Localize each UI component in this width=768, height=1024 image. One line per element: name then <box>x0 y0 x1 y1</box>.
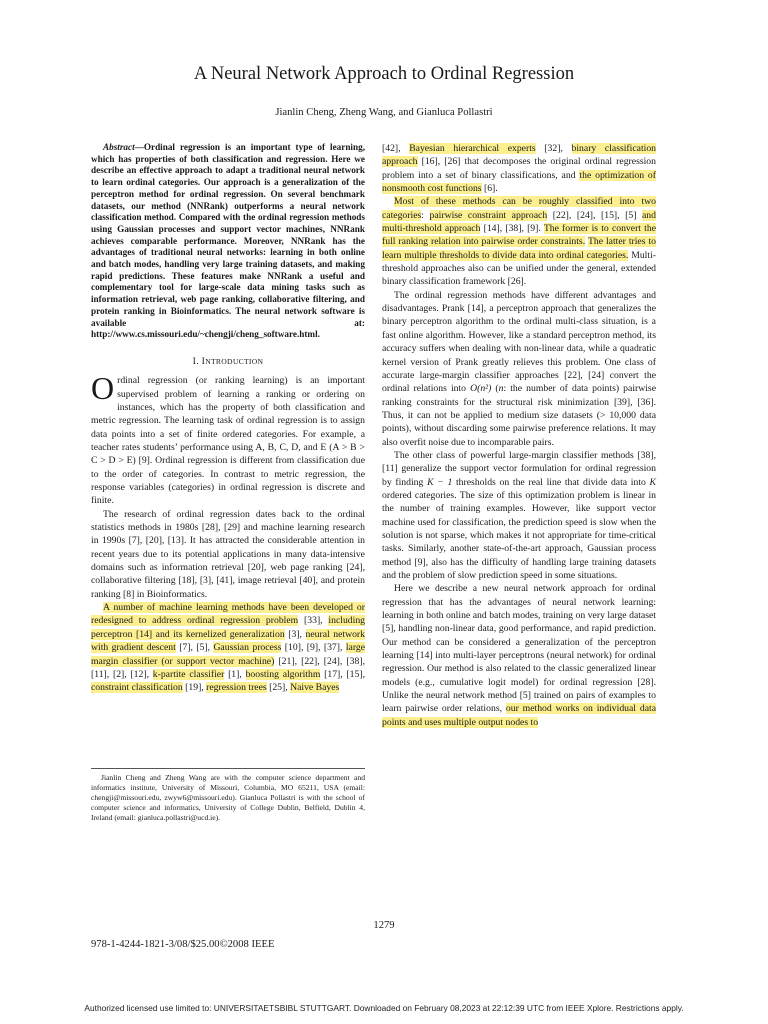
text-span: [7], [5], <box>175 642 214 654</box>
math-symbol: n <box>498 383 504 395</box>
footnote-text: Jianlin Cheng and Zheng Wang are with the computer science department and informatics institute, University of Missouri, Columbia, MO 65211, USA (email: chengji@missouri.edu, zwyw6@missouri.edu). Gianluca Pollastri is with the school of computer science and informatics, University of College Dublin, Belfield, Dublin 4, Ireland (email: gianluca.pollastri@ucd.ie). <box>91 773 365 823</box>
highlight: k-partite classifier <box>152 668 225 680</box>
highlight: including perceptron [14] and its kernelized generalization <box>91 615 366 640</box>
text-span: [33], <box>298 615 329 627</box>
right-paragraph-3 <box>382 289 656 449</box>
left-column <box>91 142 365 695</box>
text-span: : the number of data points) pairwise ranking constraints for the structural risk minimization [39], [36]. Thus, it can not be applied to medium size datasets (> 10,000 data points), without discarding some pairwise preference relations. It may also overfit noise due to incomparable pairs. <box>382 383 656 448</box>
intro-paragraph-2: The research of ordinal regression dates back to the ordinal statistics methods in 1980s [28], [29] and machine learning research in 1990s [7], [20], [13]. It has attracted the considerable attention in recent years due to its potential applications in many data-intensive domains such as information retrieval [20], web page ranking [24], collaborative filtering [18], [3], [41], image retrieval [40], and protein ranking [8] in Bioinformatics. <box>91 508 365 600</box>
text-span: [17], [15], <box>320 668 366 680</box>
highlight: The former is to convert the full ranking relation into pairwise order constraints. <box>382 223 657 248</box>
footnote <box>91 768 365 823</box>
text-span: The other class of powerful large-margin classifier methods [38], [11] generalize the support vector formulation for ordinal regression by finding <box>382 449 656 488</box>
text-span: [14], [38], [9]. <box>480 223 544 235</box>
text-span: [1], <box>224 668 246 680</box>
text-span: [21], [22], [24], [38], [11], [2], [12], <box>91 655 365 680</box>
math-symbol: K <box>649 476 657 488</box>
abstract <box>91 142 365 341</box>
text-span: [6]. <box>481 183 498 195</box>
highlight: large margin classifier (or support vector machine) <box>91 642 366 667</box>
abstract-label: Abstract <box>103 142 135 152</box>
intro-paragraph-1 <box>91 370 365 507</box>
highlight: boosting algorithm <box>245 668 321 680</box>
text-span: Multi-threshold approaches also can be unified under the general, extended binary classification framework [26]. <box>382 249 656 288</box>
highlight: A number of machine learning methods have been developed or redesigned to address ordinal regression problem <box>91 602 365 627</box>
highlight: The latter tries to learn multiple thresholds to divide data into ordinal categories. <box>382 236 657 261</box>
highlight: Bayesian hierarchical experts <box>409 143 536 154</box>
highlight: and multi-threshold approach <box>382 209 656 235</box>
highlight: regression trees <box>206 682 267 694</box>
text-span: [10], [9], [37], <box>281 642 346 654</box>
abstract-dash: — <box>134 142 144 152</box>
right-paragraph-4 <box>382 449 656 582</box>
text-span: thresholds on the real line that divide data into <box>452 476 650 488</box>
math-expression: O(n²) <box>470 383 492 395</box>
highlight: Gaussian process <box>213 642 282 654</box>
isbn-copyright: 978-1-4244-1821-3/08/$25.00©2008 IEEE <box>91 939 275 950</box>
math-expression: K − 1 <box>427 476 453 488</box>
section-number: I. <box>192 355 199 367</box>
section-title-rest: NTRODUCTION <box>205 356 264 366</box>
paper-title: A Neural Network Approach to Ordinal Regression <box>193 64 575 84</box>
license-notice: Authorized licensed use limited to: UNIVERSITAETSBIBL STUTTGART. Downloaded on February 08,2023 at 22:12:39 UTC from IEEE Xplore. Restrictions apply. <box>84 1003 684 1013</box>
highlight: binary classification approach <box>382 143 657 168</box>
text-span: ordered categories. The size of this optimization problem is linear in the number of training examples. However, like support vector machine used for classification, the prediction speed is slow when the solution is not sparse, which makes it not appropriate for time-critical tasks. Similarly, another state-of-the-art approach, Gaussian process method [9], also has the difficulty of handling large training datasets and the problem of slow prediction speed in some situations. <box>382 489 656 581</box>
text-span: [3], <box>284 628 306 640</box>
text-span: ( <box>491 383 499 395</box>
right-paragraph-1 <box>382 142 656 195</box>
text-span: : <box>421 209 430 221</box>
text-span: [19], <box>182 682 207 694</box>
highlight: our method works on individual data points and uses multiple output nodes to <box>382 703 656 728</box>
highlight: Most of these methods can be roughly classified into two categories <box>382 196 656 221</box>
section-title-initial: I <box>201 355 206 367</box>
paper-authors: Jianlin Cheng, Zheng Wang, and Gianluca Pollastri <box>275 107 493 118</box>
highlight: the optimization of nonsmooth cost functions <box>382 169 656 195</box>
text-span: [22], [24], [15], [5] <box>547 209 642 221</box>
abstract-text: Ordinal regression is an important type of learning, which has properties of both classification and regression. Here we describe an effective approach to adapt a traditional neural network to learn ordinal categories. Our approach is a generalization of the perceptron method for ordinal regression. On several benchmark datasets, our method (NNRank) outperforms a neural network classification method. Compared with the ordinal regression methods using Gaussian processes and support vector machines, NNRank achieves comparable performance. Moreover, NNRank has the advantages of traditional neural networks: learning in both online and batch modes, handling very large training datasets, and making rapid predictions. These features make NNRank a useful and complementary tool for large-scale data mining tasks such as information retrieval, web page ranking, collaborative filtering, and protein ranking in Bioinformatics. The neural network software is available at: http://www.cs.missouri.edu/~chengji/cheng_software.html. <box>91 142 365 340</box>
text-span: [32], <box>535 143 572 154</box>
text-span: [42], <box>382 143 410 154</box>
right-column <box>382 142 656 729</box>
highlight: Naive Bayes <box>290 682 340 694</box>
drop-cap: O <box>91 370 115 407</box>
text-span: [25], <box>266 682 291 694</box>
intro-paragraph-3 <box>91 601 365 694</box>
highlight: pairwise constraint approach <box>429 209 548 221</box>
page-number: 1279 <box>373 920 395 931</box>
intro-paragraph-1-text: rdinal regression (or ranking learning) is an important supervised problem of learning a ranking or ordering on instances, which has the property of both classification and metric regression. The learning task of ordinal regression is to assign data points into a set of finite ordered categories. For example, a teacher rates students’ performance using A, B, C, D, and E (A > B > C > D > E) [9]. Ordinal regression is different from classification due to the order of categories. In contrast to metric regression, the response variables (categories) in ordinal regression is discrete and finite. <box>91 375 365 507</box>
right-paragraph-5 <box>382 582 656 729</box>
text-span: Here we describe a new neural network approach for ordinal regression that has the advantages of neural network learning: learning in both online and batch modes, training on very large dataset [5], handling non-linear data, good performance, and rapid prediction. Our method can be considered a generalization of the perceptron learning [14] into multi-layer perceptrons (neural network) for ordinal regression. Our method is also related to the classic generalized linear models (e.g., cumulative logit model) for ordinal regression [28]. Unlike the neural network method [5] trained on pairs of examples to learn pairwise order relations, <box>382 583 656 715</box>
text-span: The ordinal regression methods have different advantages and disadvantages. Prank [14], a perceptron approach that generalizes the binary perceptron algorithm to the ordinal multi-class situation, is a fast online algorithm. However, like a standard perceptron method, its accuracy suffers when dealing with non-linear data, while a quadratic kernel version of Prank greatly relieves this problem. One class of accurate large-margin classifier approaches [22], [24] convert the ordinal relations into <box>382 289 656 395</box>
section-heading-introduction <box>91 355 365 368</box>
highlight: constraint classification <box>91 682 183 694</box>
text-span: [16], [26] that decomposes the original ordinal regression problem into a set of binary classifications, and <box>382 156 656 181</box>
right-paragraph-2 <box>382 195 656 288</box>
highlight: neural network with gradient descent <box>91 628 366 654</box>
